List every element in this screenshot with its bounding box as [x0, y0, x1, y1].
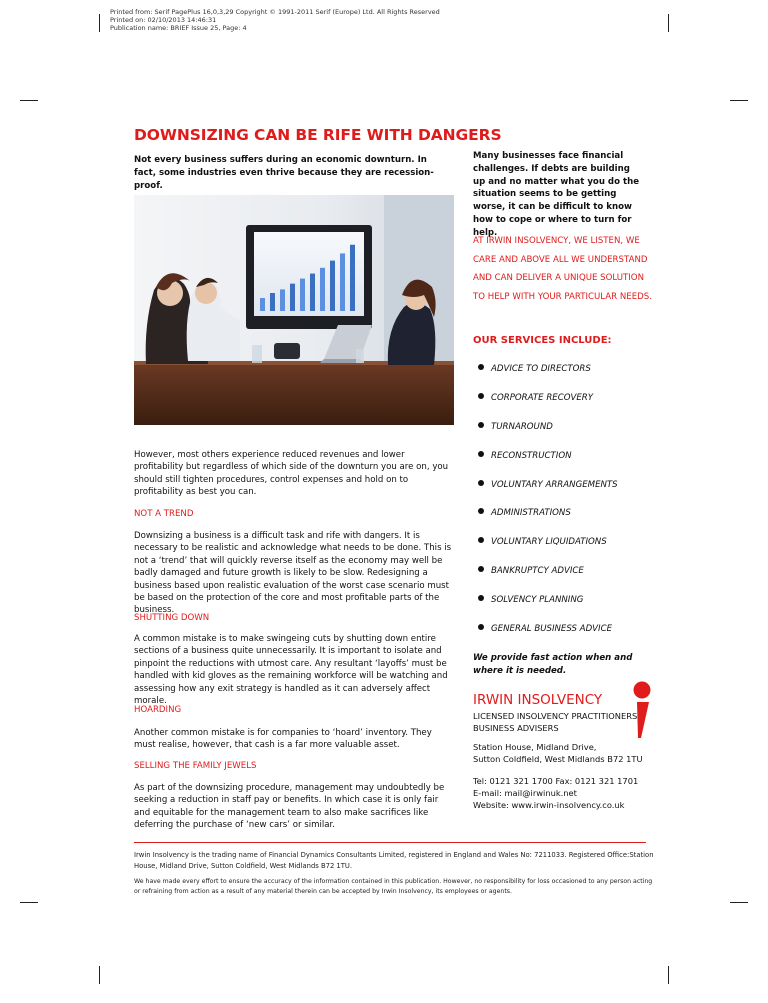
screen-bar	[350, 245, 355, 311]
print-info-line: Printed on: 02/10/2013 14:46:31	[110, 16, 217, 24]
service-label: RECONSTRUCTION	[491, 451, 572, 461]
section-heading-hoarding: HOARDING	[134, 705, 182, 715]
brand-name: IRWIN INSOLVENCY	[473, 692, 603, 708]
section-body-hoarding: Another common mistake is for companies to ‘hoard’ inventory. They must realise, however, that cash is a far more valuable asset.	[134, 728, 432, 751]
service-item	[478, 624, 612, 634]
service-item	[478, 566, 584, 576]
service-item	[478, 595, 583, 605]
crop-mark	[20, 100, 38, 101]
crop-mark	[20, 902, 38, 903]
address-line-2: Sutton Coldfield, West Midlands B72 1TU	[473, 754, 643, 764]
print-info-line: Publication name: BRIEF Issue 25, Page: 4	[110, 24, 247, 32]
section-body-family-jewels: As part of the downsizing procedure, management may undoubtedly be seeking a reduction in staff pay or benefits. In which case it is only fair and equitable for the management team to also make sacrifices like deferring the purchase of ‘new cars’ or similar.	[134, 783, 445, 831]
address-line-1: Station House, Midland Drive,	[473, 742, 597, 752]
section-body-not-a-trend: Downsizing a business is a difficult task and rife with dangers. It is necessary to be realistic and acknowledge what needs to be done. This is not a ‘trend’ that will quickly reverse itself as the economy may well be badly damaged and future growth is likely to be slow. Redesigning a business based upon realistic evaluation of the worst case scenario must be based on the protection of the core and most profitable parts of the business.	[134, 531, 452, 616]
licence-line: LICENSED INSOLVENCY PRACTITIONERS	[473, 711, 638, 721]
advisers-line: BUSINESS ADVISERS	[473, 723, 559, 733]
screen-bar	[270, 293, 275, 311]
services-heading: OUR SERVICES INCLUDE:	[473, 335, 612, 346]
section-body-shutting-down: A common mistake is to make swingeing cuts by shutting down entire sections of a business quite unnecessarily. It is important to isolate and pinpoint the reductions with utmost care. Any resultant ‘layoffs’ must be handled with kid gloves as the remaining workforce will be watching and assessing how any exit strategy is handled as it can adversely affect morale.	[134, 634, 448, 707]
service-item	[478, 393, 593, 403]
service-label: ADMINISTRATIONS	[491, 508, 571, 518]
crop-mark	[730, 902, 748, 903]
screen-bar	[330, 261, 335, 311]
bullet-icon	[478, 451, 484, 457]
crop-mark	[668, 14, 669, 32]
article-intro: However, most others experience reduced revenues and lower profitability but regardless of which side of the downturn you are on, you should still tighten procedures, control expenses and hold on to profitability as best you can.	[134, 450, 449, 498]
screen-bar	[320, 268, 325, 311]
section-heading-not-a-trend: NOT A TREND	[134, 509, 194, 519]
sidebar-intro: Many businesses face financial challenges. If debts are building up and no matter what you do the situation seems to be getting worse, it can be difficult to know how to cope or where to turn for help.	[473, 151, 640, 238]
service-label: SOLVENCY PLANNING	[491, 595, 584, 605]
bullet-icon	[478, 364, 484, 370]
print-info	[110, 8, 440, 32]
bullet-icon	[478, 624, 484, 630]
bullet-icon	[478, 595, 484, 601]
service-item	[478, 508, 571, 518]
screen-bar	[340, 253, 345, 311]
website-line: Website: www.irwin-insolvency.co.uk	[473, 800, 625, 810]
article-title: DOWNSIZING CAN BE RIFE WITH DANGERS	[134, 126, 502, 144]
bullet-icon	[478, 566, 484, 572]
crop-mark	[99, 966, 100, 984]
service-label: VOLUNTARY LIQUIDATIONS	[491, 537, 607, 547]
footer-rule	[134, 842, 646, 843]
service-item	[478, 364, 591, 374]
bullet-icon	[478, 480, 484, 486]
print-info-line: Printed from: Serif PagePlus 16,0,3,29 Copyright © 1991-2011 Serif (Europe) Ltd. All Rights Reserved	[110, 8, 440, 16]
phone-fax: Tel: 0121 321 1700 Fax: 0121 321 1701	[473, 776, 639, 786]
service-item	[478, 480, 618, 490]
meeting-photo-illustration	[134, 195, 454, 425]
bullet-icon	[478, 422, 484, 428]
service-label: ADVICE TO DIRECTORS	[491, 364, 591, 374]
crop-mark	[730, 100, 748, 101]
screen-bar	[300, 279, 305, 311]
article-lead: Not every business suffers during an economic downturn. In fact, some industries even thrive because they are recession-proof.	[134, 155, 434, 191]
bullet-icon	[478, 508, 484, 514]
service-label: BANKRUPTCY ADVICE	[491, 566, 584, 576]
service-item	[478, 451, 572, 461]
email-line: E-mail: mail@irwinuk.net	[473, 788, 577, 798]
crop-mark	[668, 966, 669, 984]
bullet-icon	[478, 393, 484, 399]
service-item	[478, 422, 553, 432]
service-label: CORPORATE RECOVERY	[491, 393, 594, 403]
service-item	[478, 537, 607, 547]
footer-disclaimer: We have made every effort to ensure the accuracy of the information contained in this publication. However, no responsibility for loss occasioned to any person acting or refraining from action as a result of any material therein can be accepted by Irwin Insolvency, its employees or agents.	[134, 878, 653, 895]
tagline: We provide fast action when and where it is needed.	[473, 653, 633, 676]
service-label: VOLUNTARY ARRANGEMENTS	[491, 480, 618, 490]
screen-bar	[280, 289, 285, 311]
meeting-photo	[134, 195, 454, 425]
footer-registration: Irwin Insolvency is the trading name of Financial Dynamics Consultants Limited, registered in England and Wales No: 7211033. Registered Office:Station House, Midland Drive, Sutton Coldfield, West Midlands B72 1TU.	[134, 851, 654, 870]
crop-mark	[99, 14, 100, 32]
bullet-icon	[478, 537, 484, 543]
screen-bar	[310, 274, 315, 311]
section-heading-family-jewels: SELLING THE FAMILY JEWELS	[134, 761, 257, 771]
service-label: GENERAL BUSINESS ADVICE	[491, 624, 613, 634]
screen-bar	[290, 284, 295, 311]
section-heading-shutting-down: SHUTTING DOWN	[134, 613, 210, 623]
service-label: TURNAROUND	[491, 422, 553, 432]
sidebar-red-statement: AT IRWIN INSOLVENCY, WE LISTEN, WE CARE AND ABOVE ALL WE UNDERSTAND AND CAN DELIVER A UNIQUE SOLUTION TO HELP WITH YOUR PARTICULAR NEEDS.	[473, 236, 652, 302]
screen-bar	[260, 298, 265, 311]
